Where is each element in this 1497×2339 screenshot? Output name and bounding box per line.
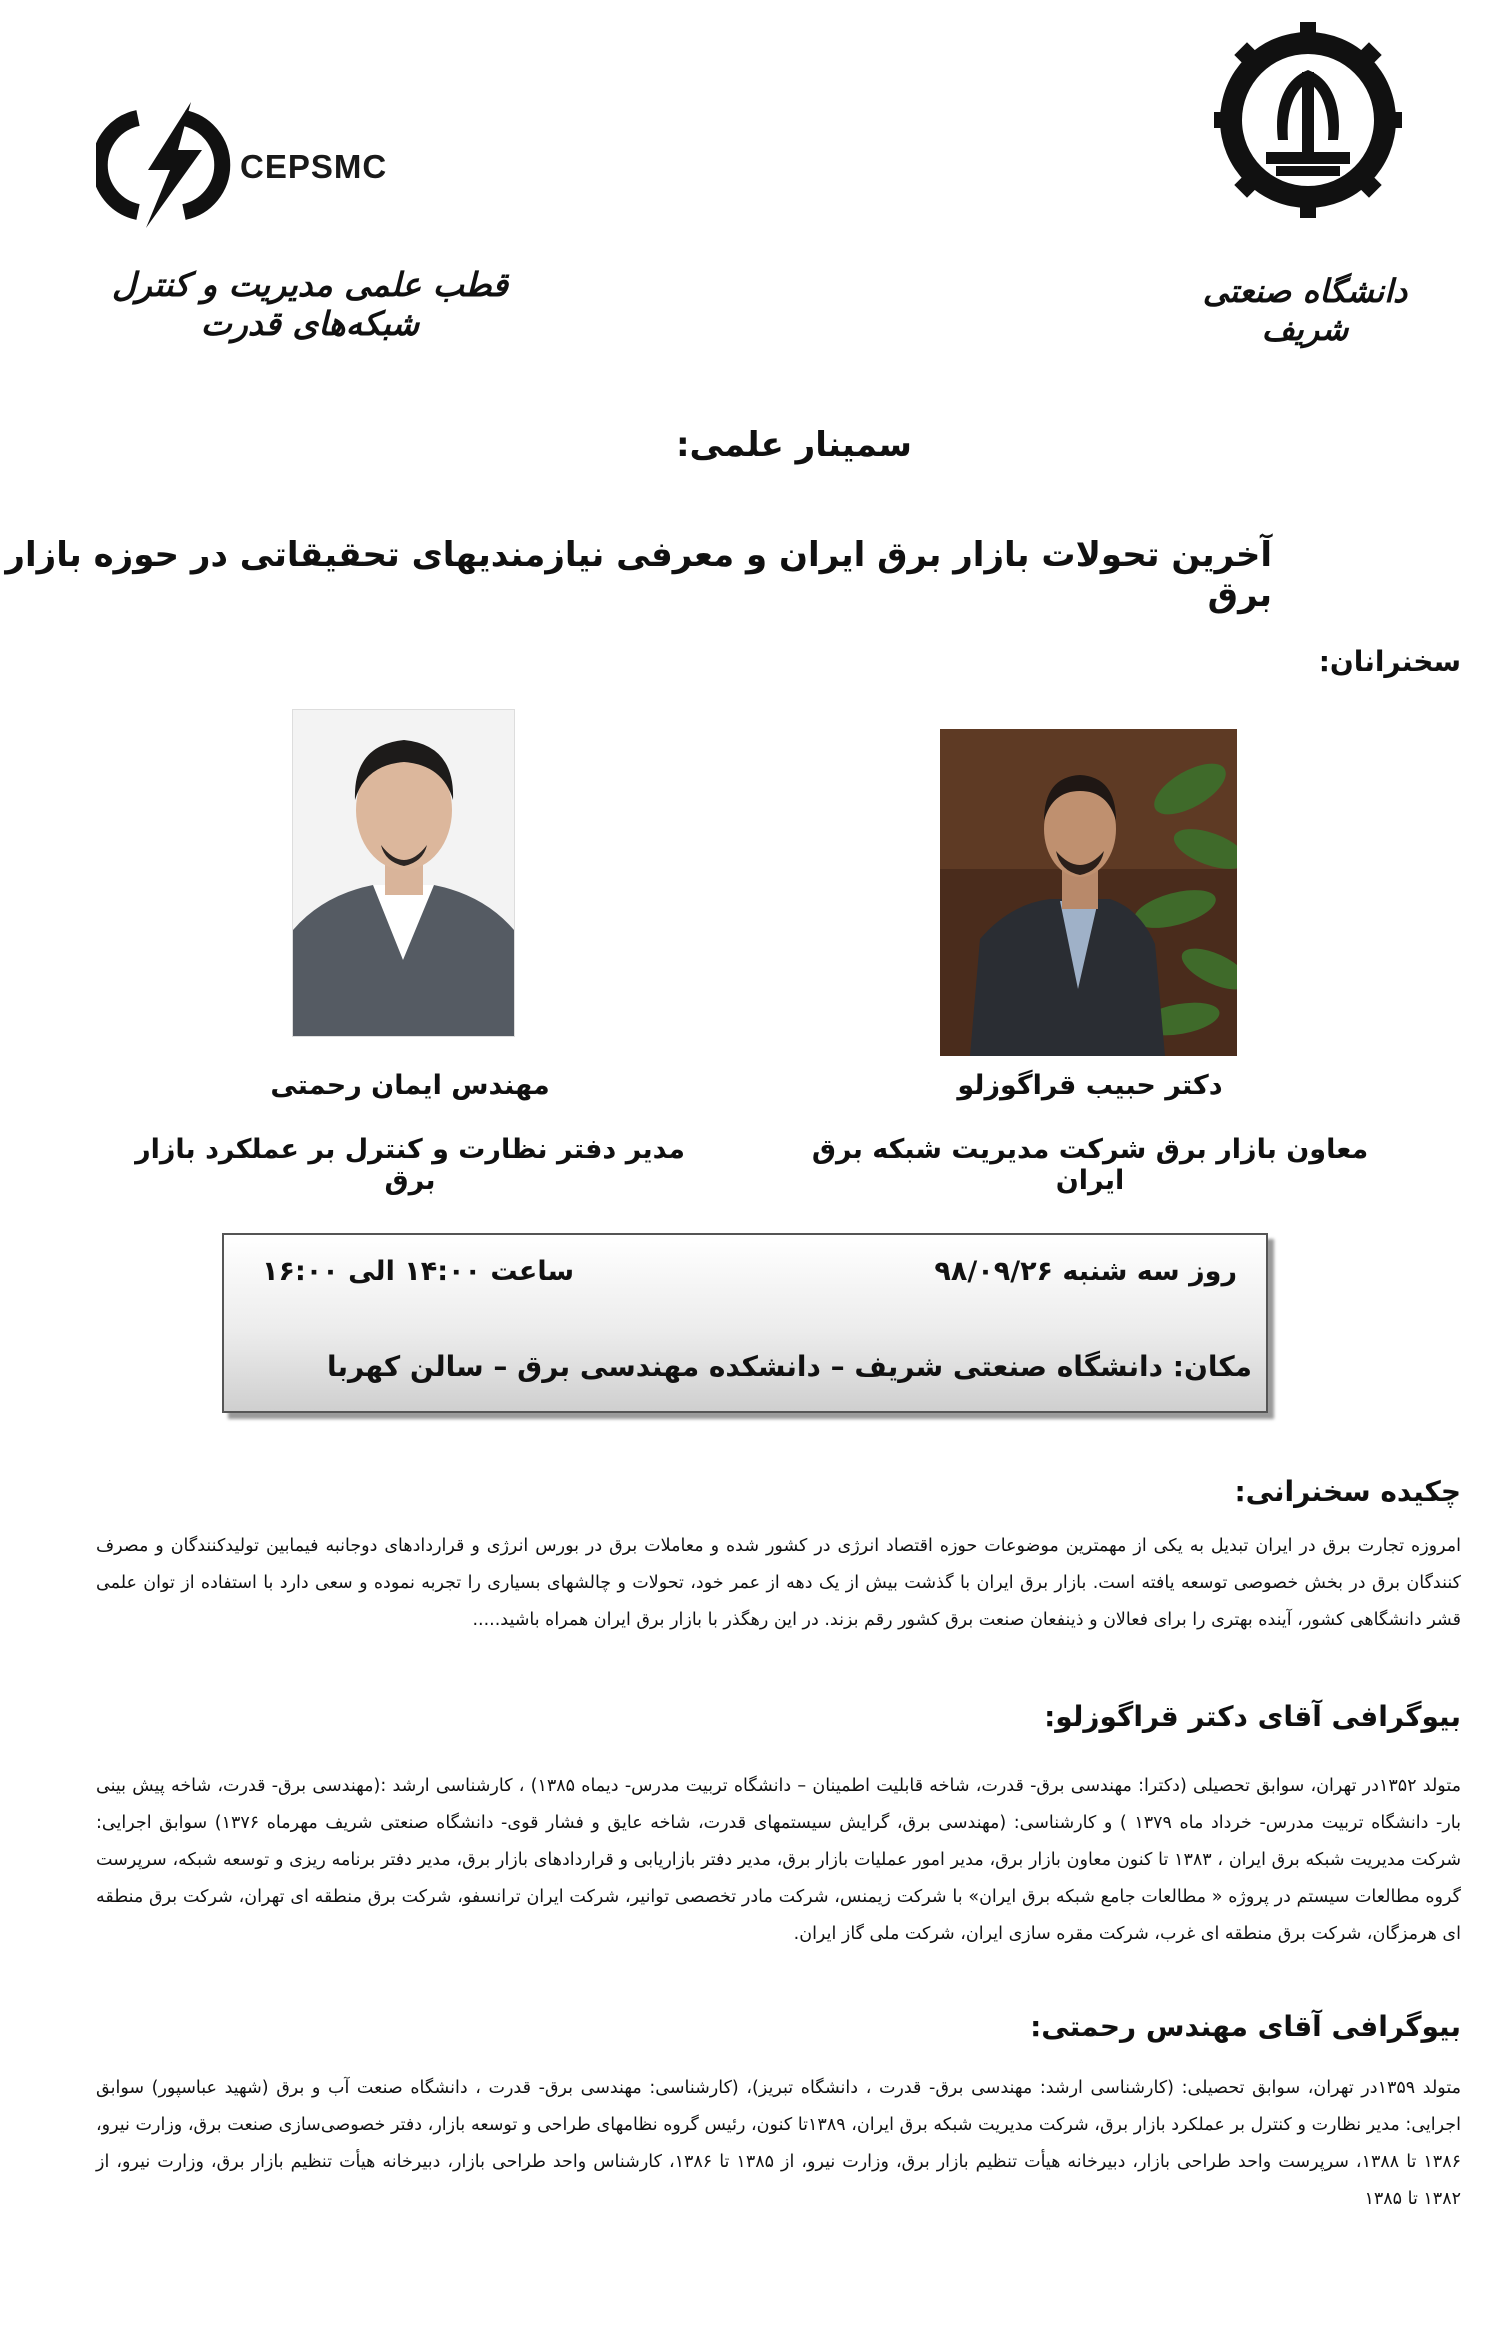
seminar-title: آخرین تحولات بازار برق ایران و معرفی نیازمندیهای تحقیقاتی در حوزه بازار برق xyxy=(5,535,1272,615)
bio-gharagozlou-heading: بیوگرافی آقای دکتر قراگوزلو: xyxy=(1044,1700,1461,1733)
abstract-heading: چکیده سخنرانی: xyxy=(1234,1475,1461,1508)
event-date: روز سه شنبه ۹۸/۰۹/۲۶ xyxy=(934,1256,1237,1287)
bio-rahmati-heading: بیوگرافی آقای مهندس رحمتی: xyxy=(1030,2010,1461,2043)
abstract-text: امروزه تجارت برق در ایران تبدیل به یکی از مهمترین موضوعات حوزه اقتصاد انرژی در کشور شده و معاملات برق در بورس انرژی و قراردادهای دوجانبه فیمابین تولیدکنندگان و مصرف کنندگان برق در بخش خصوصی توسعه یافته است. بازار برق ایران با گذشت بیش از یک دهه از عمر خود، تحولات و چالشهای بسیاری را تجربه نموده و سعی دارد با استفاده از توان علمی قشر دانشگاهی کشور، آینده بهتری را برای فعالان و ذینفعان صنعت برق کشور رقم بزند. در این رهگذر با بازار برق ایران همراه باشید..... xyxy=(96,1536,1461,1630)
cepsmc-left-bracket-icon xyxy=(100,118,138,212)
speakers-heading: سخنرانان: xyxy=(1318,645,1461,678)
cepsmc-logo-text: CEPSMC xyxy=(240,148,388,185)
sharif-caption: دانشگاه صنعتی شریف xyxy=(1202,272,1408,348)
speaker-1-name: دکتر حبیب قراگوزلو xyxy=(957,1070,1223,1101)
cepsmc-caption: قطب علمی مدیریت و کنترل شبکه‌های قدرت xyxy=(111,265,509,343)
speaker-2-role: مدیر دفتر نظارت و کنترل بر عملکرد بازار برق xyxy=(135,1134,685,1196)
speaker-photo-rahmati xyxy=(292,709,515,1037)
speaker-1-role: معاون بازار برق شرکت مدیریت شبکه برق ایران xyxy=(811,1134,1369,1196)
sharif-university-seal xyxy=(1212,20,1404,225)
bio-rahmati-text: متولد ۱۳۵۹در تهران، سوابق تحصیلی: (کارشناسی ارشد: مهندسی برق- قدرت ، دانشگاه تبریز)، (کارشناسی: مهندسی برق- قدرت ، دانشگاه صنعت آب و برق (شهید عباسپور) سوابق اجرایی: مدیر نظارت و کنترل بر عملکرد بازار برق، شرکت مدیریت شبکه برق ایران، ۱۳۸۹تا کنون، رئیس گروه نظامهای طراحی و توسعه بازار، دفتر خصوصی‌سازی صنعت برق، وزارت نیرو، ۱۳۸۶ تا ۱۳۸۸، سرپرست واحد طراحی بازار، دبیرخانه هیأت تنظیم بازار برق، وزارت نیرو، از ۱۳۸۵ تا ۱۳۸۶، کارشناس واحد طراحی بازار، دبیرخانه هیأت تنظیم بازار برق، وزارت نیرو، از ۱۳۸۲ تا ۱۳۸۵ xyxy=(96,2078,1462,2209)
event-time: ساعت ۱۴:۰۰ الی ۱۶:۰۰ xyxy=(262,1256,575,1287)
seminar-heading: سمینار علمی: xyxy=(675,425,912,465)
event-location: مکان: دانشگاه صنعتی شریف – دانشکده مهندسی برق – سالن کهربا xyxy=(326,1350,1252,1383)
speaker-2-name: مهندس ایمان رحمتی xyxy=(270,1070,550,1101)
bio-gharagozlou-text: متولد ۱۳۵۲در تهران، سوابق تحصیلی (دکترا: مهندسی برق- قدرت، شاخه قابلیت اطمینان – دانشگاه تربیت مدرس- دیماه ۱۳۸۵) ، کارشناسی ارشد :(مهندسی برق- قدرت، شاخه پیش بینی بار- دانشگاه تربیت مدرس- خرداد ماه ۱۳۷۹ ) و کارشناسی: (مهندسی برق، گرایش سیستمهای قدرت، شاخه عایق و فشار قوی- دانشگاه صنعتی شریف مهرماه ۱۳۷۶) سوابق اجرایی: شرکت مدیریت شبکه برق ایران ، ۱۳۸۳ تا کنون معاون بازار برق، مدیر امور عملیات بازار برق، مدیر دفتر بازاریابی و قراردادهای بازار برق، مدیر دفتر برنامه ریزی و توسعه شبکه، سرپرست گروه مطالعات سیستم در پروژه « مطالعات جامع شبکه برق ایران» با شرکت زیمنس، شرکت مادر تخصصی توانیر، شرکت ایران ترانسفو، شرکت برق منطقه ای تهران، شرکت برق منطقه ای هرمزگان، شرکت برق منطقه ای غرب، شرکت مقره سازی ایران، شرکت ملی گاز ایران. xyxy=(96,1776,1461,1944)
speaker-photo-gharagozlou xyxy=(940,729,1237,1056)
